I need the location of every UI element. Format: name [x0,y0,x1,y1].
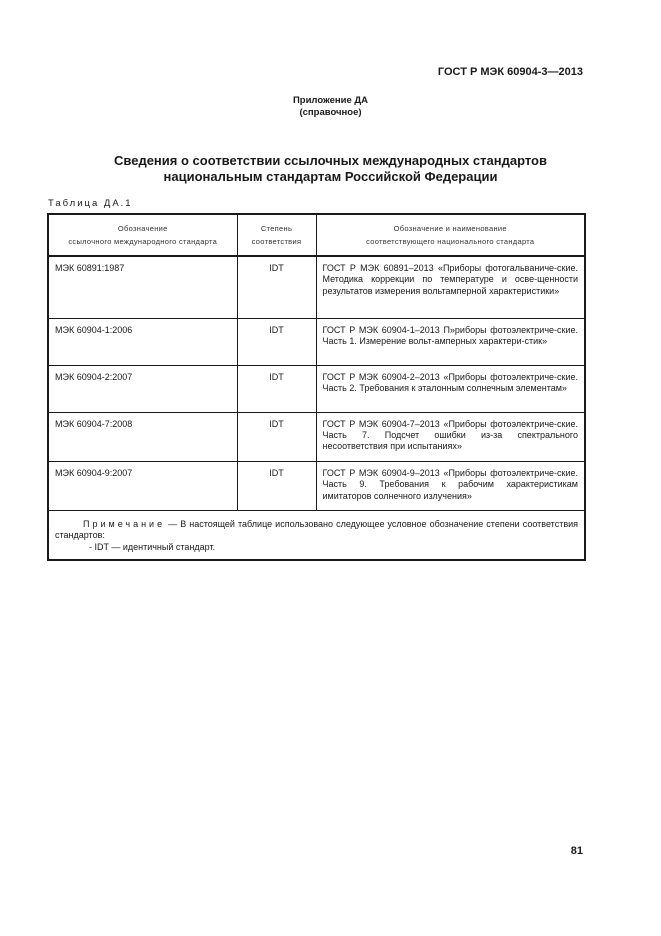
appendix-subtitle: (справочное) [299,107,362,118]
correspondence-table-wrapper [47,213,584,561]
header-international-standard: Обозначение ссылочного международного стандарта [48,214,237,256]
table-row [48,365,585,412]
note-text: — В настоящей таблице использовано следующее условное обозначение степени соответствия стандартов: [55,518,578,541]
cell-national-standard: ГОСТ Р МЭК 60904-7–2013 «Приборы фотоэлектриче-ские. Часть 7. Подсчет ошибки из-за спектрального несоответствия при испытаниях» [316,412,585,461]
table-caption: Таблица ДА.1 [48,198,133,209]
cell-national-standard: ГОСТ Р МЭК 60904-2–2013 «Приборы фотоэлектриче-ские. Часть 2. Требования к эталонным солнечным элементам» [316,365,585,412]
cell-degree: IDT [237,256,316,318]
table-row [48,461,585,510]
section-title [0,153,661,185]
note-item: - IDT — идентичный стандарт. [89,541,216,552]
cell-international-standard: МЭК 60904-1:2006 [48,318,237,365]
table-note-row [48,510,585,560]
cell-degree: IDT [237,318,316,365]
section-title-line-2: национальным стандартам Российской Федерации [163,169,498,184]
cell-degree: IDT [237,365,316,412]
appendix-title: Приложение ДА [292,95,369,106]
table-row [48,412,585,461]
cell-international-standard: МЭК 60891:1987 [48,256,237,318]
page-number: 81 [570,845,583,857]
table-note [48,510,585,560]
cell-international-standard: МЭК 60904-2:2007 [48,365,237,412]
cell-international-standard: МЭК 60904-7:2008 [48,412,237,461]
correspondence-table [47,213,586,561]
section-title-line-1: Сведения о соответствии ссылочных международных стандартов [114,153,547,168]
table-row [48,256,585,318]
table-header-row [48,214,585,256]
cell-international-standard: МЭК 60904-9:2007 [48,461,237,510]
note-label: Примечание [83,518,166,529]
document-code: ГОСТ Р МЭК 60904-3—2013 [437,66,583,78]
cell-degree: IDT [237,461,316,510]
table-row [48,318,585,365]
header-national-standard: Обозначение и наименование соответствующего национального стандарта [316,214,585,256]
cell-national-standard: ГОСТ Р МЭК 60904-9–2013 «Приборы фотоэлектриче-ские. Часть 9. Требования к рабочим характеристикам имитаторов солнечного излучения» [316,461,585,510]
cell-national-standard: ГОСТ Р МЭК 60904-1–2013 П»риборы фотоэлектриче-ские. Часть 1. Измерение вольт-амперных характери-стик» [316,318,585,365]
cell-national-standard: ГОСТ Р МЭК 60891–2013 «Приборы фотогальваниче-ские. Методика коррекции по температуре и осве-щенности результатов измерения вольтамперной характеристики» [316,256,585,318]
cell-degree: IDT [237,412,316,461]
header-degree: Степень соответствия [237,214,316,256]
appendix-heading [0,95,661,119]
